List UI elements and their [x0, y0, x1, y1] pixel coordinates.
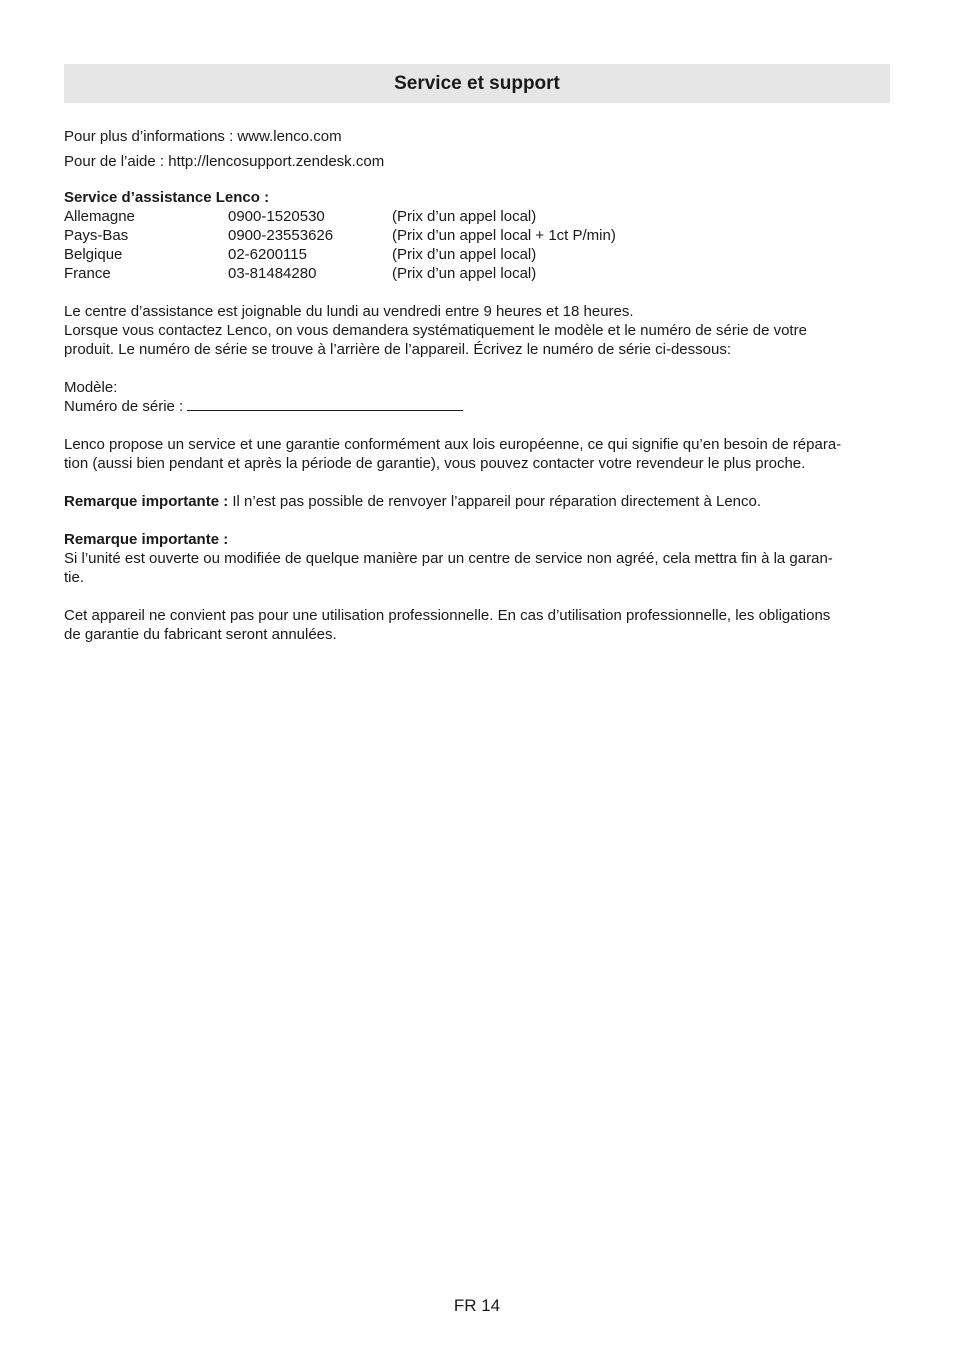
contact-phone: 0900-1520530: [228, 208, 325, 225]
serial-location-line: produit. Le numéro de série se trouve à l’arrière de l’appareil. Écrivez le numéro de série ci-dessous:: [64, 341, 731, 358]
spacer: [64, 283, 892, 302]
contact-phone: 03-81484280: [228, 265, 317, 282]
contact-price: (Prix d’un appel local): [392, 246, 537, 263]
warranty-line: Lenco propose un service et une garantie conformément aux lois européenne, ce qui signifie qu’en besoin de répara-: [64, 436, 842, 453]
important-note-label: Remarque importante :: [64, 493, 229, 510]
important-note-label: Remarque importante :: [64, 531, 229, 548]
professional-use-line: de garantie du fabricant seront annulées.: [64, 626, 337, 643]
contact-country: Belgique: [64, 246, 123, 263]
contact-row: [64, 207, 616, 226]
page-title: Service et support: [394, 72, 560, 94]
contact-phone: 02-6200115: [228, 246, 307, 263]
spacer: [64, 359, 892, 378]
contact-price: (Prix d’un appel local): [392, 265, 537, 282]
more-info-line: Pour plus d’informations : www.lenco.com: [64, 128, 342, 145]
contact-price: (Prix d’un appel local + 1ct P/min): [392, 227, 616, 244]
important-note-text: Si l’unité est ouverte ou modifiée de quelque manière par un centre de service non agréé, cela mettra fin à la garan-: [64, 550, 833, 567]
professional-use-line: Cet appareil ne convient pas pour une utilisation professionnelle. En cas d’utilisation professionnelle, les obligations: [64, 607, 831, 624]
important-note-1: [64, 492, 892, 511]
warranty-line: tion (aussi bien pendant et après la période de garantie), vous pouvez contacter votre revendeur le plus proche.: [64, 455, 806, 472]
spacer: [64, 174, 892, 188]
contact-table: [64, 207, 616, 283]
page-number: FR 14: [453, 1296, 501, 1315]
section-header-bar: [64, 64, 890, 103]
contact-row: [64, 226, 616, 245]
contact-country: Pays-Bas: [64, 227, 129, 244]
important-note-text: tie.: [64, 569, 85, 586]
contact-row: [64, 245, 616, 264]
spacer: [64, 511, 892, 530]
contact-instructions-line: Lorsque vous contactez Lenco, on vous demandera systématiquement le modèle et le numéro de série de votre: [64, 322, 807, 339]
contact-price: (Prix d’un appel local): [392, 208, 537, 225]
contact-phone: 0900-23553626: [228, 227, 334, 244]
important-note-text: Il n’est pas possible de renvoyer l’appareil pour réparation directement à Lenco.: [228, 493, 762, 510]
assistance-title: Service d’assistance Lenco :: [64, 189, 270, 206]
serial-number-label: Numéro de série :: [64, 398, 184, 415]
serial-number-blank: [187, 397, 463, 411]
serial-number-row: [64, 397, 892, 416]
spacer: [64, 416, 892, 435]
contact-row: [64, 264, 616, 283]
spacer: [64, 587, 892, 606]
help-line: Pour de l’aide : http://lencosupport.zendesk.com: [64, 153, 385, 170]
model-label: Modèle:: [64, 379, 118, 396]
contact-country: Allemagne: [64, 208, 135, 225]
contact-country: France: [64, 265, 111, 282]
spacer: [64, 473, 892, 492]
hours-line: Le centre d’assistance est joignable du lundi au vendredi entre 9 heures et 18 heures.: [64, 303, 634, 320]
page-content: [64, 124, 892, 644]
